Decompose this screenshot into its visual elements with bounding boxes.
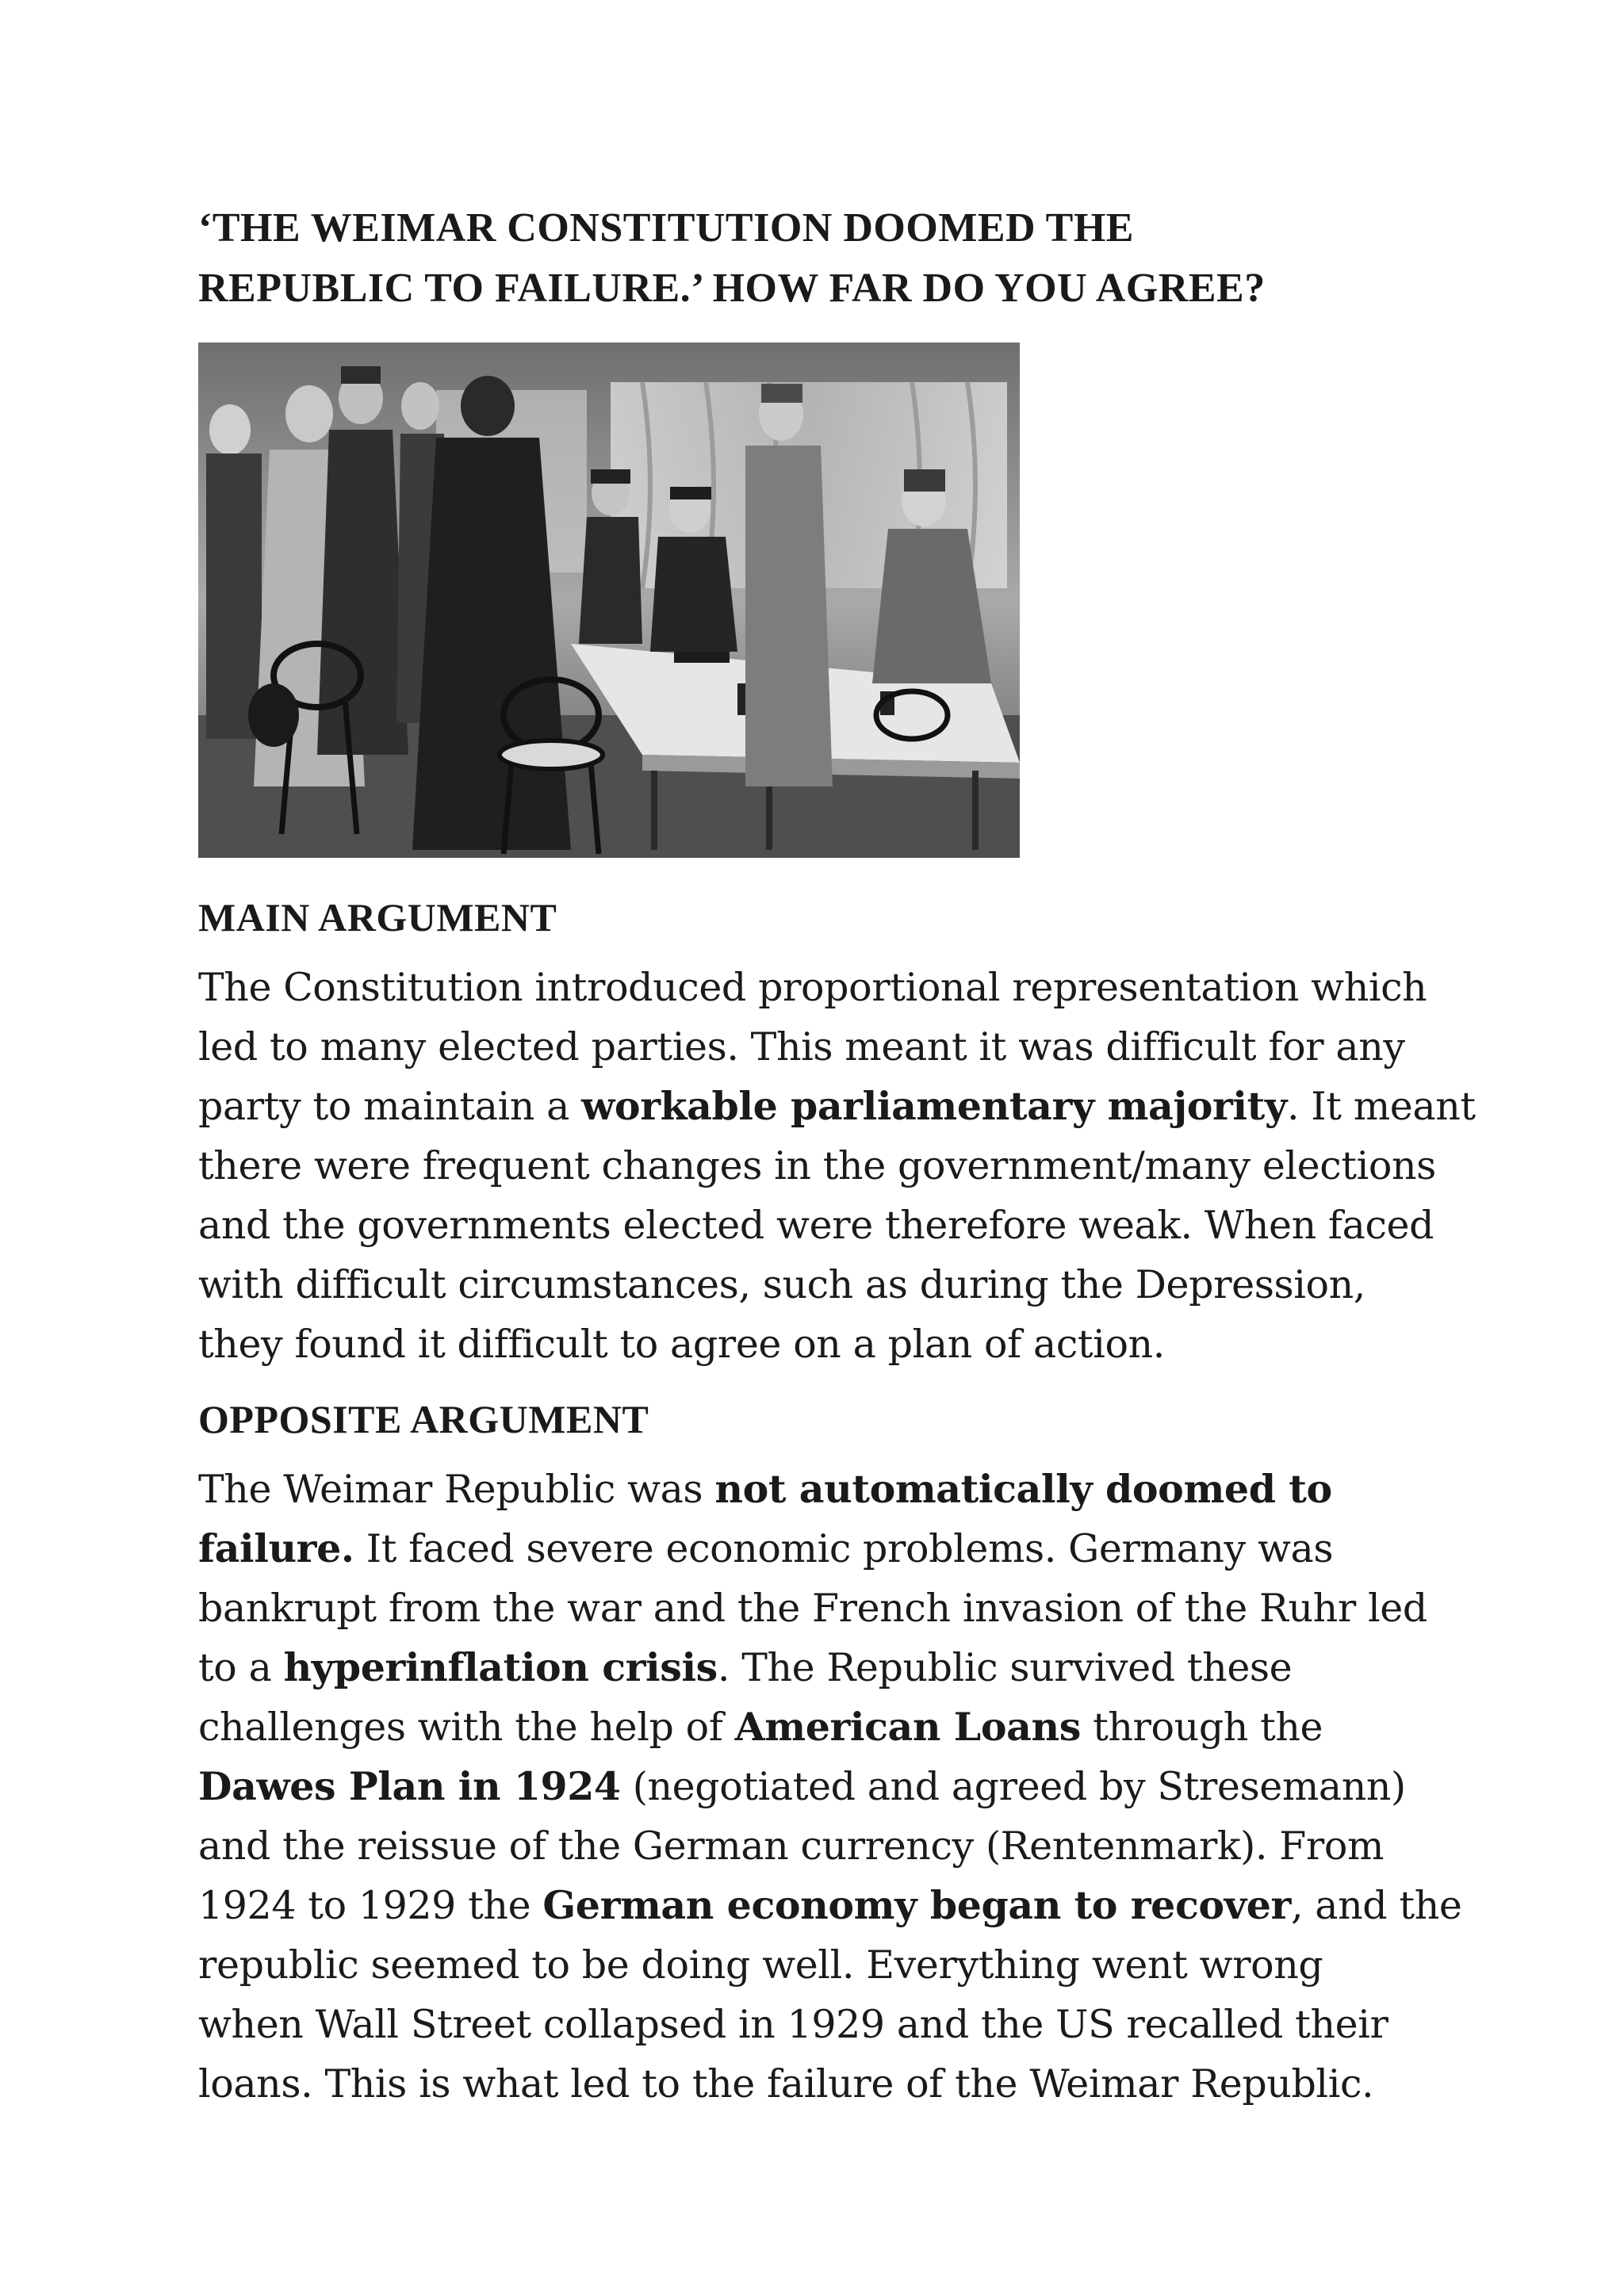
paragraph-line: with difficult circumstances, such as during the Depression, [198, 1262, 1365, 1307]
text-run: party to maintain a [198, 1084, 582, 1129]
text-run: to a [198, 1645, 284, 1690]
paragraph-line [198, 1077, 1476, 1136]
paragraph-line: loans. This is what led to the failure of the Weimar Republic. [198, 2061, 1374, 2107]
paragraph-line [198, 1519, 1451, 1578]
historical-photograph [198, 342, 1020, 858]
essay-title [198, 198, 1451, 319]
document-page [198, 198, 1476, 2114]
text-run: The Weimar Republic was [198, 1467, 715, 1512]
main-argument-paragraph [198, 958, 1476, 1374]
text-run: through the [1080, 1705, 1323, 1750]
paragraph-line: led to many elected parties. This meant it was difficult for any [198, 1024, 1405, 1070]
paragraph-line: and the governments elected were therefore weak. When faced [198, 1203, 1434, 1248]
main-argument-heading: MAIN ARGUMENT [198, 895, 557, 939]
paragraph-line [198, 1460, 1451, 1519]
paragraph-line: there were frequent changes in the government/many elections [198, 1143, 1436, 1188]
text-run: It faced severe economic problems. Germany was [354, 1526, 1334, 1571]
text-run: 1924 to 1929 the [198, 1883, 543, 1928]
bold-phrase: workable parliamentary majority [581, 1083, 1287, 1129]
text-run: (negotiated and agreed by Stresemann) [620, 1764, 1406, 1809]
title-line: ‘THE WEIMAR CONSTITUTION DOOMED THE [198, 205, 1134, 251]
bold-phrase: failure. [198, 1525, 354, 1571]
opposite-argument-heading: OPPOSITE ARGUMENT [198, 1397, 649, 1441]
bold-phrase: Dawes Plan in 1924 [198, 1763, 621, 1809]
bold-phrase: American Loans [734, 1704, 1081, 1750]
text-run: , and the [1290, 1883, 1462, 1928]
opposite-argument-paragraph [198, 1460, 1462, 2114]
text-run: . It meant [1286, 1084, 1476, 1129]
text-run: . The Republic survived these [717, 1645, 1293, 1690]
paragraph-line [198, 1876, 1462, 1935]
paragraph-line [198, 1638, 1451, 1697]
bold-phrase: hyperinflation crisis [283, 1644, 718, 1690]
title-line: REPUBLIC TO FAILURE.’ HOW FAR DO YOU AGREE? [198, 266, 1266, 311]
paragraph-line: The Constitution introduced proportional representation which [198, 965, 1427, 1010]
paragraph-line: when Wall Street collapsed in 1929 and the US recalled their [198, 2002, 1388, 2047]
bold-phrase: not automatically doomed to [714, 1466, 1332, 1512]
paragraph-line: bankrupt from the war and the French invasion of the Ruhr led [198, 1586, 1427, 1631]
paragraph-line: republic seemed to be doing well. Everything went wrong [198, 1942, 1323, 1988]
text-run: challenges with the help of [198, 1705, 735, 1750]
paragraph-line [198, 1757, 1451, 1816]
paragraph-line: they found it difficult to agree on a plan of action. [198, 1322, 1165, 1367]
paragraph-line [198, 1697, 1451, 1757]
bold-phrase: German economy began to recover [542, 1882, 1291, 1928]
paragraph-line: and the reissue of the German currency (Rentenmark). From [198, 1823, 1385, 1869]
photograph-illustration [198, 342, 1020, 858]
